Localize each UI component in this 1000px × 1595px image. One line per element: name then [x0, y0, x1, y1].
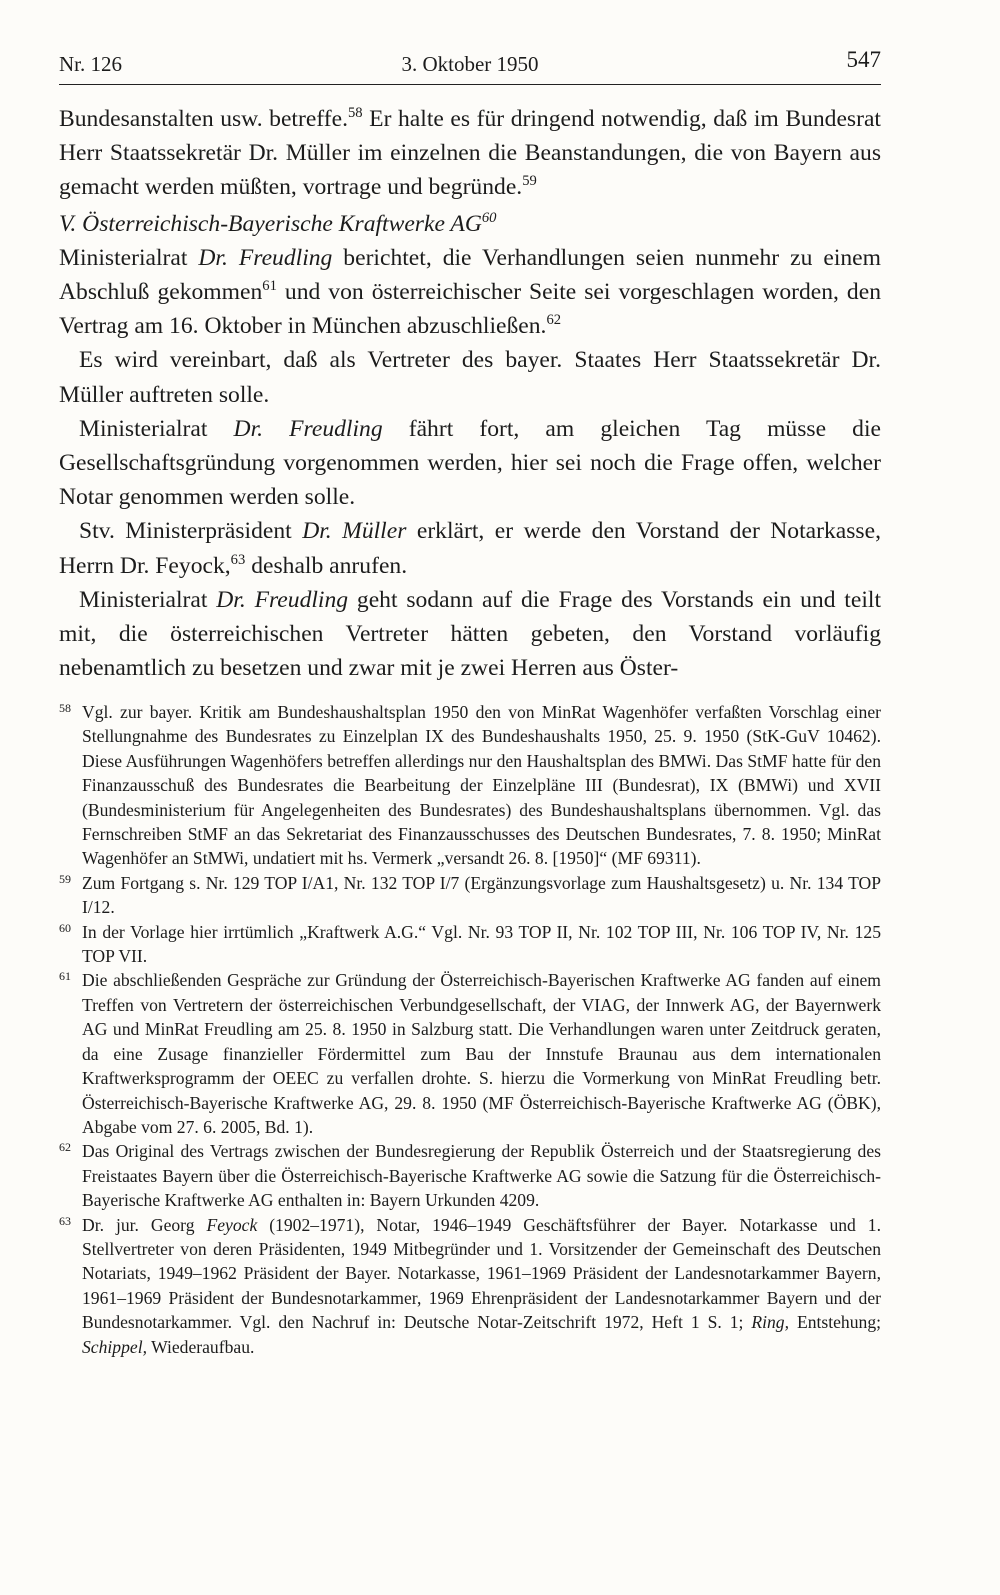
footnote-number: 62 [59, 1140, 71, 1155]
footnote-number: 58 [59, 701, 71, 715]
footnote-text: Vgl. zur bayer. Kritik am Bundeshaushaltsplan 1950 den von MinRat Wagenhöfer verfaßten Vorschlag einer Stellungnahme des Bundesrates zu Einzelplan IX des Bundeshaushalts 1950, 25. 9. 1950 (StK-GuV 10462). Diese Ausführungen Wagenhöfers betreffen allerdings nur den Haushaltsplan des BMWi. Das StMF hatte für den Finanzausschuß des Bundesrates die Bearbeitung der Einzelpläne III (Bundesrat), IX (BMWi) und XVII (Bundesministerium für Angelegenheiten des Bundesrates) des Bundeshaushaltsplans übernommen. Vgl. das Fernschreiben StMF an das Sekretariat des Finanzausschusses des Deutschen Bundesrates, 7. 8. 1950; MinRat Wagenhöfer an StMWi, undatiert mit hs. Vermerk „versandt 26. 8. [1950]“ (MF 69311). [82, 702, 881, 869]
footnote-ref-59: 59 [522, 173, 537, 190]
footnote-ref-62: 62 [546, 312, 562, 329]
footnote-text: Das Original des Vertrags zwischen der Bundesregierung der Republik Österreich und der Staatsregierung des Freistaates Bayern über die Österreichisch-Bayerische Kraftwerke AG sowie die Satzung für die Österreichisch-Bayerische Kraftwerke AG enthalten in: Bayern Urkunden 4209. [82, 1141, 881, 1211]
footnote-ref-60: 60 [481, 209, 497, 226]
paragraph-continuation [59, 102, 881, 205]
footnote-number: 63 [59, 1213, 71, 1228]
speaker-name: Dr. Müller [302, 518, 407, 545]
footnote-text: Entstehung; [789, 1312, 882, 1333]
footnote-number: 59 [59, 871, 71, 886]
paragraph-agreement: Es wird vereinbart, daß als Vertreter des bayer. Staates Herr Staatssekretär Dr. Müller auftreten solle. [59, 347, 881, 408]
paragraph-mueller [59, 514, 881, 582]
footnote-58 [59, 700, 881, 871]
footnote-62 [59, 1139, 881, 1212]
footnote-text: Zum Fortgang s. Nr. 129 TOP I/A1, Nr. 132 TOP I/7 (Ergänzungsvorlage zum Haushaltsgesetz) u. Nr. 134 TOP I/12. [82, 872, 881, 918]
footnote-ref-58: 58 [347, 104, 363, 121]
footnote-number: 60 [59, 920, 71, 935]
section-heading-text: V. Österreichisch-Bayerische Kraftwerke AG [59, 210, 482, 237]
footnote-61 [59, 968, 881, 1139]
footnote-text: In der Vorlage hier irrtümlich „Kraftwerk A.G.“ Vgl. Nr. 93 TOP II, Nr. 102 TOP III, Nr. 106 TOP IV, Nr. 125 TOP VII. [82, 921, 881, 967]
text-run: Ministerialrat [79, 586, 217, 613]
main-text [59, 102, 881, 685]
footnote-60 [59, 920, 881, 969]
citation-author: Ring, [751, 1312, 789, 1333]
paragraph-freudling-report [59, 241, 881, 344]
footnote-59 [59, 871, 881, 920]
running-head [59, 44, 881, 84]
text-run: Ministerialrat [59, 244, 199, 271]
paragraph-board-question [59, 583, 881, 686]
text-run: erklärt, er werde den Vorstand der Notarkasse, Herrn Dr. Feyock, [59, 518, 881, 579]
text-run: deshalb anrufen. [245, 552, 408, 579]
footnotes [59, 700, 881, 1359]
section-heading [59, 207, 881, 241]
footnote-text: Die abschließenden Gespräche zur Gründung der Österreichisch-Bayerischen Kraftwerke AG fanden auf einem Treffen von Vertretern der österreichischen Verbundgesellschaft, der VIAG, der Innwerk AG, der Bayernwerk AG und MinRat Freudling am 25. 8. 1950 in Salzburg statt. Die Verhandlungen waren unter Zeitdruck geraten, da eine Zusage finanzieller Fördermittel zum Bau der Innstufe Braunau aus dem internationalen Kraftwerksprogramm der OEEC zu verfallen drohte. S. hierzu die Vormerkung von MinRat Freudling betr. Österreichisch-Bayerische Kraftwerke AG, 29. 8. 1950 (MF Österreichisch-Bayerische Kraftwerke AG (ÖBK), Abgabe vom 27. 6. 2005, Bd. 1). [82, 970, 881, 1137]
footnote-ref-63: 63 [230, 551, 246, 568]
footnote-63 [59, 1213, 881, 1359]
speaker-name: Dr. Freudling [198, 244, 333, 271]
page-number: 547 [846, 47, 881, 72]
person-name: Feyock [206, 1214, 258, 1235]
speaker-name: Dr. Freudling [216, 586, 349, 613]
footnote-ref-61: 61 [262, 277, 277, 294]
text-run: und von österreichischer Seite sei vorgeschlagen worden, den Vertrag am 16. Oktober in München abzuschließen. [59, 279, 882, 340]
text-run: Bundesanstalten usw. betreffe. [59, 106, 348, 132]
header-rule [59, 84, 881, 85]
text-run: Stv. Ministerpräsident [79, 518, 303, 545]
paragraph-freudling-continues [59, 412, 881, 515]
text-run: Er halte es für dringend notwendig, daß im Bundesrat Herr Staatssekretär Dr. Müller im einzelnen die Beanstandungen, die von Bayern aus gemacht werden müßten, vortrage und begründe. [59, 106, 881, 201]
speaker-name: Dr. Freudling [233, 415, 383, 442]
text-run: Ministerialrat [79, 415, 234, 442]
citation-author: Schippel, [82, 1336, 147, 1357]
footnote-text: (1902–1971), Notar, 1946–1949 Geschäftsführer der Bayer. Notarkasse und 1. Stellvertreter von deren Präsidenten, 1949 Mitbegründer und 1. Vorsitzender der Gemeinschaft des Deutschen Notariats, 1949–1962 Präsident der Bayer. Notarkasse, 1961–1969 Präsident der Landesnotarkammer Bayern, 1961–1969 Präsident der Bundesnotarkammer, 1969 Ehrenpräsident der Landesnotarkammer Bayern und der Bundesnotarkammer. Vgl. den Nachruf in: Deutsche Notar-Zeitschrift 1972, Heft 1 S. 1; [82, 1214, 881, 1333]
footnote-number: 61 [59, 969, 71, 984]
footnote-text: Wiederaufbau. [146, 1336, 255, 1357]
footnote-text: Dr. jur. Georg [82, 1214, 207, 1235]
text-run: fährt fort, am gleichen Tag müsse die Gesellschaftsgründung vorgenommen werden, hier sei noch die Frage offen, welcher Notar genommen werden solle. [59, 415, 881, 511]
text-run: berichtet, die Verhandlungen seien nunmehr zu einem Abschluß gekommen [59, 244, 881, 306]
meeting-date: 3. Oktober 1950 [401, 52, 539, 76]
document-number: Nr. 126 [59, 52, 122, 76]
text-run: geht sodann auf die Frage des Vorstands ein und teilt mit, die österreichischen Vertreter hätten gebeten, den Vorstand vorläufig nebenamtlich zu besetzen und zwar mit je zwei Herren aus Öster- [59, 586, 882, 682]
